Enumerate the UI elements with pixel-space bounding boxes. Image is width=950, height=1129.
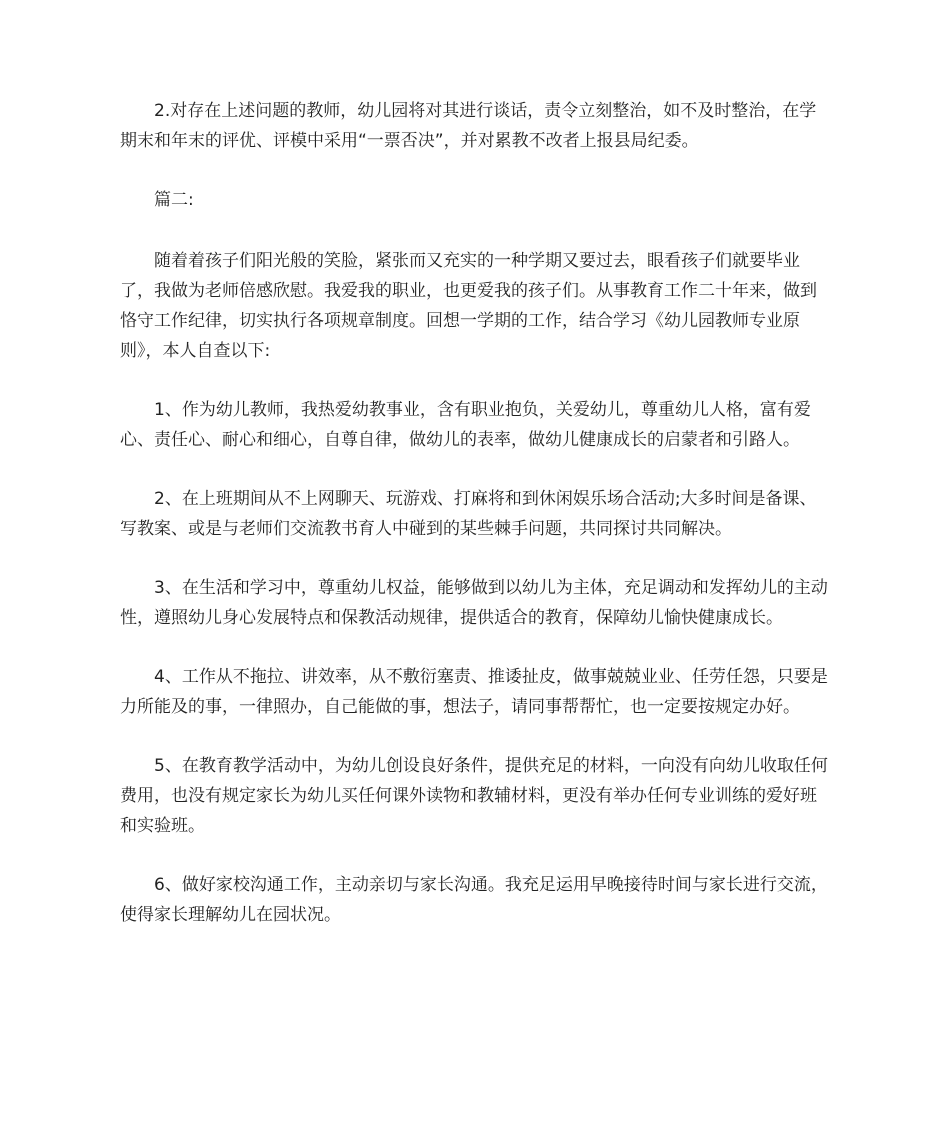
paragraph-item-4: 4、工作从不拖拉、讲效率，从不敷衍塞责、推诿扯皮，做事兢兢业业、任劳任怨，只要是力所能及的事，一律照办，自己能做的事，想法子，请同事帮帮忙，也一定要按规定办好。 xyxy=(120,667,828,717)
paragraph-item-2: 2、在上班期间从不上网聊天、玩游戏、打麻将和到休闲娱乐场合活动;大多时间是备课、写教案、或是与老师们交流教书育人中碰到的某些棘手问题，共同探讨共同解决。 xyxy=(120,489,817,539)
document-body xyxy=(120,96,832,959)
paragraph-discipline-measure: 2.对存在上述问题的教师，幼儿园将对其进行谈话，责令立刻整治，如不及时整治，在学期末和年末的评优、评模中采用“一票否决”，并对累教不改者上报县局纪委。 xyxy=(120,101,817,151)
paragraph-item-3: 3、在生活和学习中，尊重幼儿权益，能够做到以幼儿为主体，充足调动和发挥幼儿的主动性，遵照幼儿身心发展特点和保教活动规律，提供适合的教育，保障幼儿愉快健康成长。 xyxy=(120,578,828,628)
paragraph-item-1: 1、作为幼儿教师，我热爱幼教事业，含有职业抱负，关爱幼儿，尊重幼儿人格，富有爱心、责任心、耐心和细心，自尊自律，做幼儿的表率，做幼儿健康成长的启蒙者和引路人。 xyxy=(120,400,811,450)
section-heading-part-two: 篇二: xyxy=(154,190,194,210)
paragraph-item-5: 5、在教育教学活动中，为幼儿创设良好条件，提供充足的材料，一向没有向幼儿收取任何费用，也没有规定家长为幼儿买任何课外读物和教辅材料，更没有举办任何专业训练的爱好班和实验班。 xyxy=(120,756,828,836)
paragraph-item-6: 6、做好家校沟通工作，主动亲切与家长沟通。我充足运用早晚接待时间与家长进行交流，使得家长理解幼儿在园状况。 xyxy=(120,875,828,925)
paragraph-introduction: 随着着孩子们阳光般的笑脸，紧张而又充实的一种学期又要过去，眼看孩子们就要毕业了，我做为老师倍感欣慰。我爱我的职业，也更爱我的孩子们。从事教育工作二十年来，做到恪守工作纪律，切实执行各项规章制度。回想一学期的工作，结合学习《幼儿园教师专业原则》，本人自查以下: xyxy=(120,251,817,361)
